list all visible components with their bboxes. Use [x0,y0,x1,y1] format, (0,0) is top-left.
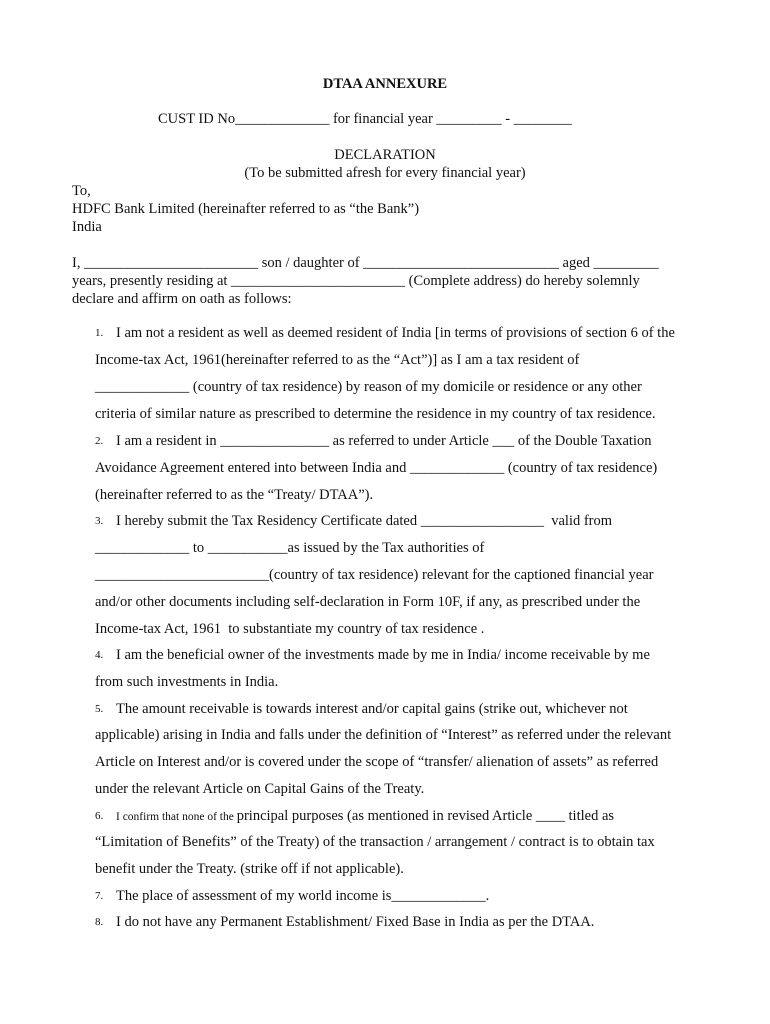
intro-line-2: years, presently residing at ________________________ (Complete address) do hereby solemnly [72,273,640,289]
item-6-line: benefit under the Treaty. (strike off if not applicable). [95,861,404,877]
item-number: 5. [95,703,104,715]
item-8-line: I do not have any Permanent Establishment/ Fixed Base in India as per the DTAA. [116,914,595,930]
item-2-line: I am a resident in _______________ as referred to under Article ___ of the Double Taxation [116,433,652,449]
item-2-line: (hereinafter referred to as the “Treaty/ DTAA”). [95,487,374,503]
cust-id-line: CUST ID No_____________ for financial year _________ - ________ [158,111,572,127]
address-bank: HDFC Bank Limited (hereinafter referred to as “the Bank”) [72,201,420,217]
submission-note: (To be submitted afresh for every financial year) [244,165,526,181]
item-number: 8. [95,916,104,928]
item-number: 1. [95,327,104,339]
item-3-line: ________________________(country of tax residence) relevant for the captioned financial year [95,567,654,583]
address-to: To, [72,183,91,199]
item-3-line: and/or other documents including self-declaration in Form 10F, if any, as prescribed under the [95,594,641,610]
item-5-line: Article on Interest and/or is covered under the scope of “transfer/ alienation of assets” as referred [95,754,659,770]
item-number: 3. [95,515,104,527]
item-5-line: The amount receivable is towards interest and/or capital gains (strike out, whichever not [116,701,628,717]
item-number: 4. [95,649,104,661]
item-7-line: The place of assessment of my world income is_____________. [116,888,490,904]
document-title: DTAA ANNEXURE [322,76,448,92]
item-1-line: Income-tax Act, 1961(hereinafter referred to as the “Act”)] as I am a tax resident of [95,352,580,368]
item-1-line: _____________ (country of tax residence) by reason of my domicile or residence or any other [95,379,642,395]
item-6-line [116,807,614,826]
item-number: 7. [95,890,104,902]
declaration-heading: DECLARATION [334,147,436,163]
item-number: 6. [95,810,104,822]
intro-line-3: declare and affirm on oath as follows: [72,291,292,307]
item-3-line: I hereby submit the Tax Residency Certificate dated _________________ valid from [116,513,613,529]
item-2-line: Avoidance Agreement entered into between India and _____________ (country of tax residence) [95,460,658,476]
item-6-rest-text: principal purposes (as mentioned in revised Article ____ titled as [236,808,615,824]
item-5-line: applicable) arising in India and falls under the definition of “Interest” as referred under the relevant [95,727,672,743]
item-1-line: criteria of similar nature as prescribed to determine the residence in my country of tax residence. [95,406,656,422]
item-1-line: I am not a resident as well as deemed resident of India [in terms of provisions of section 6 of the [116,325,675,341]
item-3-line: _____________ to ___________as issued by the Tax authorities of [95,540,485,556]
item-5-line: under the relevant Article on Capital Gains of the Treaty. [95,781,425,797]
item-6-small-text: I confirm that none of the [116,811,237,823]
item-number: 2. [95,435,104,447]
item-6-line: “Limitation of Benefits” of the Treaty) of the transaction / arrangement / contract is to obtain tax [95,834,655,850]
item-4-line: from such investments in India. [95,674,279,690]
address-country: India [72,219,102,235]
item-4-line: I am the beneficial owner of the investments made by me in India/ income receivable by me [116,647,650,663]
item-3-line: Income-tax Act, 1961 to substantiate my country of tax residence . [95,621,485,637]
intro-line-1: I, ________________________ son / daughter of ___________________________ aged _________ [72,255,659,271]
